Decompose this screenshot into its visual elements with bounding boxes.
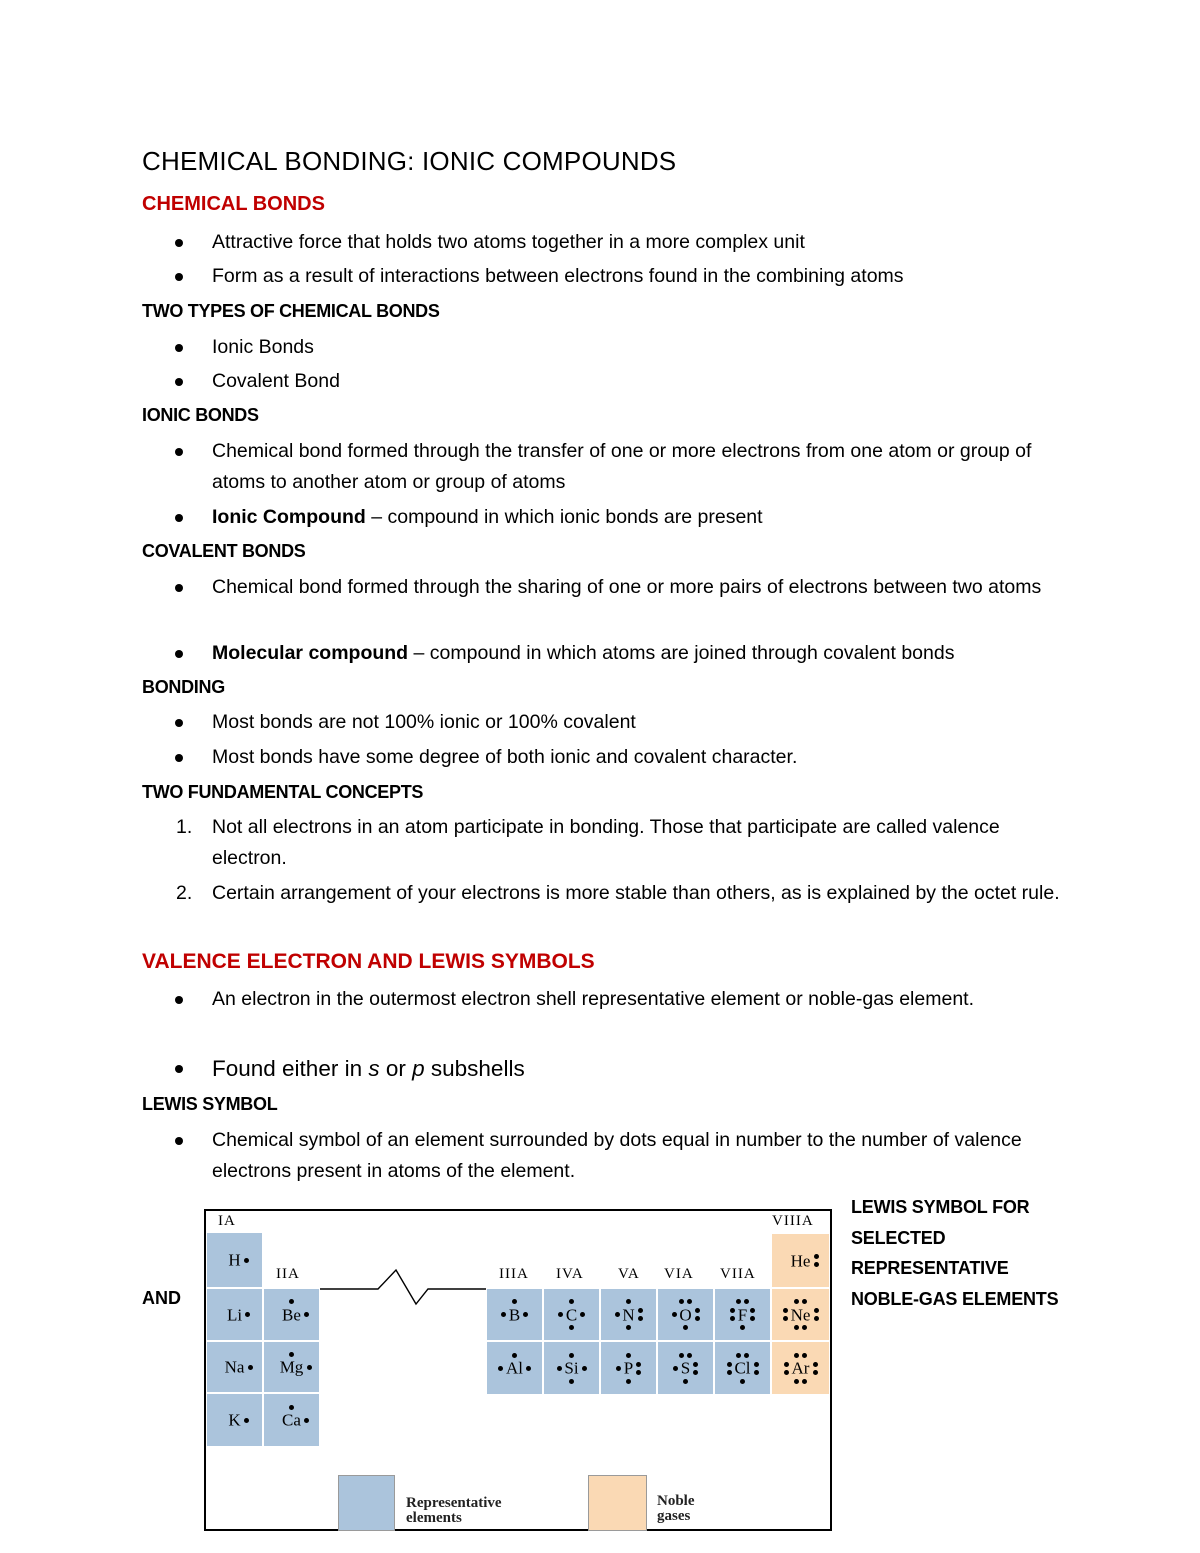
list-item: An electron in the outermost electron shell representative element or noble-gas element. <box>212 984 1062 1015</box>
electron-dot <box>730 1316 735 1321</box>
list-item: Ionic Bonds <box>212 332 1062 363</box>
electron-dot <box>673 1366 678 1371</box>
two-types-heading: TWO TYPES OF CHEMICAL BONDS <box>142 301 440 321</box>
electron-dot <box>814 1316 819 1321</box>
electron-dot <box>672 1312 677 1317</box>
ionic-bonds-heading: IONIC BONDS <box>142 405 259 425</box>
text-fragment: subshells <box>424 1056 525 1081</box>
text-fragment: or <box>379 1056 413 1081</box>
electron-dot <box>727 1362 732 1367</box>
ionic-compound-term: Ionic Compound <box>212 506 366 528</box>
electron-dot <box>244 1258 249 1263</box>
group-label-ia: IA <box>218 1213 236 1229</box>
item-text: Not all electrons in an atom participate in bonding. Those that participate are called valence electron. <box>212 816 1000 869</box>
element-symbol: N <box>622 1305 635 1324</box>
element-symbol: He <box>790 1251 811 1270</box>
item-number: 2. <box>176 882 193 904</box>
electron-dot <box>615 1312 620 1317</box>
legend-swatch-representative <box>338 1475 395 1531</box>
electron-dot <box>744 1353 749 1358</box>
legend-label-representative: Representative elements <box>406 1495 502 1526</box>
element-cell <box>714 1288 771 1341</box>
element-cell <box>714 1341 771 1395</box>
element-cell <box>771 1341 830 1395</box>
electron-dot <box>794 1353 799 1358</box>
electron-dot <box>693 1362 698 1367</box>
electron-dot <box>802 1325 807 1330</box>
element-symbol: Ne <box>790 1305 811 1324</box>
electron-dot <box>802 1353 807 1358</box>
element-cell <box>486 1341 543 1395</box>
element-cell <box>486 1288 543 1341</box>
element-cell <box>263 1341 320 1393</box>
list-item: Covalent Bond <box>212 366 1062 397</box>
group-label-via: VIA <box>664 1266 694 1282</box>
electron-dot <box>512 1353 517 1358</box>
element-symbol: O <box>679 1305 692 1324</box>
electron-dot <box>730 1308 735 1313</box>
electron-dot <box>813 1370 818 1375</box>
electron-dot <box>304 1418 309 1423</box>
electron-dot <box>727 1370 732 1375</box>
element-symbol: Na <box>224 1357 245 1377</box>
legend-label-noble: Noble gases <box>657 1493 695 1524</box>
element-symbol: Be <box>282 1305 301 1324</box>
electron-dot <box>616 1366 621 1371</box>
element-cell <box>657 1288 714 1341</box>
list-item: Most bonds have some degree of both ionic and covalent character. <box>212 742 1062 773</box>
element-cell <box>771 1288 830 1341</box>
list-item: Form as a result of interactions between electrons found in the combining atoms <box>212 261 1062 292</box>
numbered-item <box>176 878 1062 909</box>
element-symbol: C <box>565 1305 578 1324</box>
element-cell <box>600 1341 657 1395</box>
electron-dot <box>636 1362 641 1367</box>
molecular-compound-term: Molecular compound <box>212 642 409 664</box>
numbered-item <box>176 812 1062 874</box>
element-cell <box>543 1341 600 1395</box>
electron-dot <box>736 1299 741 1304</box>
electron-dot <box>784 1370 789 1375</box>
covalent-bonds-heading: COVALENT BONDS <box>142 541 306 561</box>
electron-dot <box>679 1353 684 1358</box>
electron-dot <box>814 1262 819 1267</box>
lewis-symbol-heading: LEWIS SYMBOL <box>142 1094 278 1114</box>
electron-dot <box>695 1308 700 1313</box>
electron-dot <box>794 1299 799 1304</box>
electron-dot <box>638 1308 643 1313</box>
electron-dot <box>687 1299 692 1304</box>
electron-dot <box>783 1316 788 1321</box>
element-symbol: Cl <box>734 1358 751 1378</box>
electron-dot <box>498 1366 503 1371</box>
element-symbol: Ca <box>282 1410 301 1430</box>
element-cell <box>657 1341 714 1395</box>
list-item: Chemical bond formed through the sharing of one or more pairs of electrons between two atoms <box>212 572 1062 603</box>
element-symbol: B <box>508 1305 521 1324</box>
group-label-viia: VIIA <box>720 1266 756 1282</box>
s-subshell: s <box>368 1056 380 1081</box>
electron-dot <box>740 1379 745 1384</box>
chemical-bonds-heading: CHEMICAL BONDS <box>142 193 325 215</box>
element-cell <box>206 1341 263 1393</box>
electron-dot <box>289 1405 294 1410</box>
electron-dot <box>307 1365 312 1370</box>
electron-dot <box>794 1379 799 1384</box>
group-label-iva: IVA <box>556 1266 584 1282</box>
group-label-iia: IIA <box>276 1266 300 1282</box>
electron-dot <box>794 1325 799 1330</box>
electron-dot <box>693 1370 698 1375</box>
electron-dot <box>304 1312 309 1317</box>
electron-dot <box>695 1316 700 1321</box>
electron-dot <box>754 1370 759 1375</box>
valence-heading: VALENCE ELECTRON AND LEWIS SYMBOLS <box>142 950 595 973</box>
list-item <box>212 502 1062 533</box>
element-symbol: H <box>228 1250 241 1270</box>
element-symbol: Li <box>226 1305 243 1324</box>
list-item: Chemical bond formed through the transfer of one or more electrons from one atom or group of atoms to another atom or group of atoms <box>212 436 1062 498</box>
electron-dot <box>814 1254 819 1259</box>
electron-dot <box>740 1325 745 1330</box>
p-subshell: p <box>412 1056 425 1081</box>
electron-dot <box>679 1299 684 1304</box>
electron-dot <box>784 1362 789 1367</box>
electron-dot <box>289 1352 294 1357</box>
fundamental-concepts-heading: TWO FUNDAMENTAL CONCEPTS <box>142 782 424 802</box>
text-fragment: Found either in <box>212 1056 369 1081</box>
electron-dot <box>245 1312 250 1317</box>
electron-dot <box>626 1299 631 1304</box>
list-item <box>212 1053 1062 1084</box>
lewis-symbols-diagram <box>204 1209 832 1531</box>
element-cell <box>206 1393 263 1447</box>
electron-dot <box>569 1325 574 1330</box>
electron-dot <box>636 1370 641 1375</box>
element-cell <box>206 1288 263 1341</box>
electron-dot <box>814 1308 819 1313</box>
group-label-viiia: VIIIA <box>772 1213 814 1229</box>
group-label-iiia: IIIA <box>499 1266 529 1282</box>
legend-swatch-noble <box>588 1475 647 1531</box>
electron-dot <box>626 1325 631 1330</box>
ionic-compound-definition: – compound in which ionic bonds are present <box>365 506 763 528</box>
element-cell <box>263 1393 320 1447</box>
element-cell <box>600 1288 657 1341</box>
electron-dot <box>750 1308 755 1313</box>
electron-dot <box>526 1366 531 1371</box>
electron-dot <box>557 1366 562 1371</box>
element-symbol: K <box>228 1410 241 1430</box>
electron-dot <box>501 1312 506 1317</box>
electron-dot <box>569 1353 574 1358</box>
page-title: CHEMICAL BONDING: IONIC COMPOUNDS <box>142 146 677 176</box>
electron-dot <box>626 1379 631 1384</box>
element-symbol: Al <box>506 1358 523 1378</box>
electron-dot <box>626 1353 631 1358</box>
electron-dot <box>512 1299 517 1304</box>
electron-dot <box>244 1418 249 1423</box>
electron-dot <box>523 1312 528 1317</box>
list-item: Chemical symbol of an element surrounded by dots equal in number to the number of valence electrons present in atoms of the element. <box>212 1125 1062 1187</box>
element-symbol: Mg <box>279 1357 304 1377</box>
electron-dot <box>744 1299 749 1304</box>
electron-dot <box>736 1353 741 1358</box>
electron-dot <box>582 1366 587 1371</box>
group-label-va: VA <box>618 1266 640 1282</box>
electron-dot <box>569 1299 574 1304</box>
electron-dot <box>783 1308 788 1313</box>
list-item: Most bonds are not 100% ionic or 100% covalent <box>212 707 1062 738</box>
list-item: Attractive force that holds two atoms together in a more complex unit <box>212 227 1062 258</box>
bonding-heading: BONDING <box>142 677 225 697</box>
electron-dot <box>683 1379 688 1384</box>
table-break-line <box>320 1266 490 1306</box>
element-symbol: Si <box>564 1358 579 1378</box>
item-number: 1. <box>176 816 193 838</box>
element-symbol: Ar <box>791 1358 810 1378</box>
electron-dot <box>802 1379 807 1384</box>
element-cell <box>206 1232 263 1288</box>
electron-dot <box>289 1299 294 1304</box>
element-symbol: F <box>737 1305 748 1324</box>
electron-dot <box>248 1365 253 1370</box>
electron-dot <box>687 1353 692 1358</box>
element-cell <box>771 1233 830 1288</box>
electron-dot <box>580 1312 585 1317</box>
molecular-compound-definition: – compound in which atoms are joined through covalent bonds <box>408 642 955 664</box>
element-cell <box>263 1288 320 1341</box>
electron-dot <box>802 1299 807 1304</box>
electron-dot <box>750 1316 755 1321</box>
electron-dot <box>569 1379 574 1384</box>
electron-dot <box>558 1312 563 1317</box>
element-symbol: S <box>680 1358 691 1378</box>
list-item <box>212 638 1062 669</box>
item-text: Certain arrangement of your electrons is more stable than others, as is explained by the octet rule. <box>212 882 1060 904</box>
electron-dot <box>683 1325 688 1330</box>
figure-caption: LEWIS SYMBOL FOR SELECTED REPRESENTATIVE NOBLE-GAS ELEMENTS <box>851 1197 1059 1309</box>
element-cell <box>543 1288 600 1341</box>
electron-dot <box>754 1362 759 1367</box>
element-symbol: P <box>623 1358 634 1378</box>
side-label-and: AND <box>142 1288 181 1308</box>
electron-dot <box>638 1316 643 1321</box>
electron-dot <box>813 1362 818 1367</box>
